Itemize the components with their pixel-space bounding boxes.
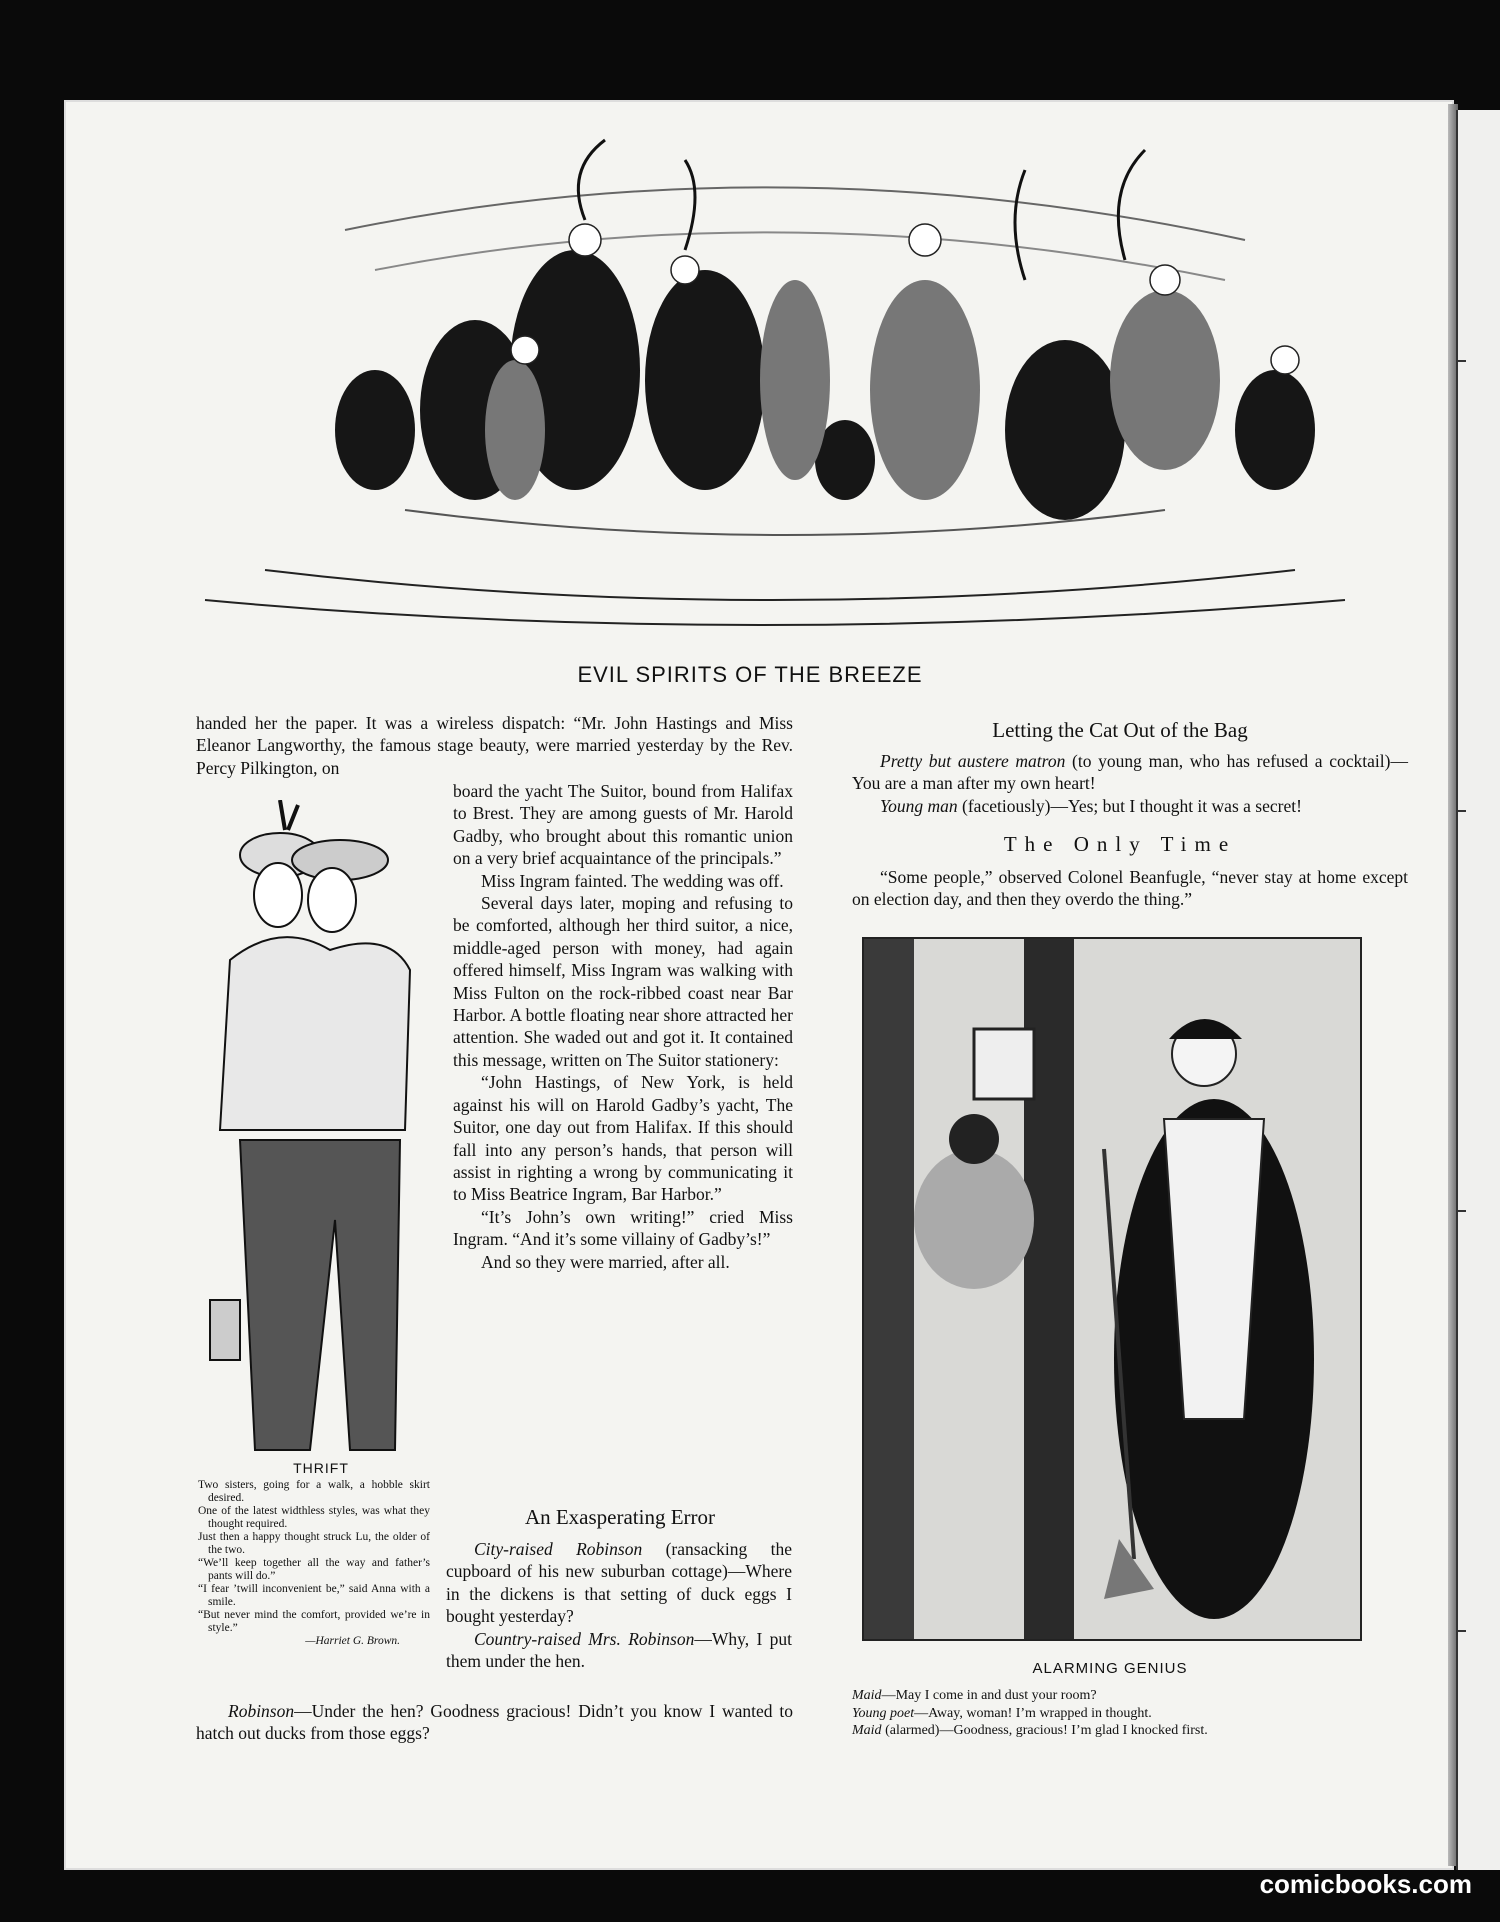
poem-line: “We’ll keep together all the way and father’s pants will do.” xyxy=(198,1557,430,1582)
dialogue-line: Maid—May I come in and dust your room? xyxy=(852,1688,1097,1703)
dialogue-line: Maid (alarmed)—Goodness, gracious! I’m glad I knocked first. xyxy=(852,1723,1208,1738)
thrift-illustration xyxy=(200,800,440,1455)
story-paragraph: “It’s John’s own writing!” cried Miss Ingram. “And it’s some villainy of Gadby’s!” xyxy=(453,1206,793,1250)
cat-paragraph: Young man (facetiously)—Yes; but I thought it was a secret! xyxy=(880,795,1302,816)
top-illustration-caption: EVIL SPIRITS OF THE BREEZE xyxy=(577,662,923,687)
story-paragraph: And so they were married, after all. xyxy=(481,1251,730,1272)
error-heading: An Exasperating Error xyxy=(524,1505,716,1529)
speaker: Young poet xyxy=(852,1705,915,1721)
error-paragraph: City-raised Robinson (ransacking the cupboard of his new suburban cottage)—Where in the dickens is that setting of duck eggs I bought yesterday? xyxy=(446,1539,792,1627)
error-tail xyxy=(196,1700,793,1745)
error-paragraph: Robinson—Under the hen? Goodness gracious! Didn’t you know I wanted to hatch out ducks from those eggs? xyxy=(196,1701,793,1744)
only-time-body xyxy=(852,866,1408,911)
cat-body xyxy=(852,750,1408,817)
alarming-genius-title: ALARMING GENIUS xyxy=(1032,1660,1188,1677)
thrift-poem xyxy=(198,1479,430,1648)
thrift-title: THRIFT xyxy=(293,1460,349,1476)
alarming-genius-dialogue xyxy=(852,1687,1372,1740)
poem-line: Two sisters, going for a walk, a hobble skirt desired. xyxy=(198,1479,430,1504)
poem-line: “I fear ’twill inconvenient be,” said Anna with a smile. xyxy=(198,1583,430,1608)
poem-line: Just then a happy thought struck Lu, the older of the two. xyxy=(198,1531,430,1556)
story-paragraph: “John Hastings, of New York, is held against his will on Harold Gadby’s yacht, The Suitor, one day out from Halifax. If this should fall into any person’s hands, that person will assist in righting a wrong by communicating it to Miss Beatrice Ingram, Bar Harbor.” xyxy=(453,1072,793,1205)
evil-spirits-illustration xyxy=(145,130,1415,660)
story-lead-text: handed her the paper. It was a wireless dispatch: “Mr. John Hastings and Miss Eleanor Langworthy, the famous stage beauty, were married yesterday by the Rev. Percy Pilkington, on xyxy=(196,713,793,778)
cat-paragraph: Pretty but austere matron (to young man, who has refused a cocktail)—You are a man after my own heart! xyxy=(852,751,1408,794)
adjacent-page-edge xyxy=(1456,110,1500,1870)
dialogue-line: Young poet—Away, woman! I’m wrapped in thought. xyxy=(852,1705,1152,1721)
story-lead xyxy=(196,712,793,779)
speaker: Pretty but austere matron xyxy=(880,751,1066,771)
speaker: Young man xyxy=(880,795,958,816)
poem-line: One of the latest widthless styles, was what they thought required. xyxy=(198,1505,430,1530)
cat-heading: Letting the Cat Out of the Bag xyxy=(992,718,1248,742)
story-paragraph: Miss Ingram fainted. The wedding was off. xyxy=(481,870,784,891)
story-column xyxy=(453,780,793,1273)
poem-line: “But never mind the comfort, provided we’re in style.” xyxy=(198,1609,430,1634)
alarming-genius-illustration xyxy=(862,937,1362,1641)
speaker: Maid xyxy=(852,1688,882,1703)
site-watermark: comicbooks.com xyxy=(1259,1869,1472,1899)
story-paragraph: Several days later, moping and refusing to be comforted, although her third suitor, a nice, middle-aged person with money, had again offered himself, Miss Ingram was walking with Miss Fulton on the rock-ribbed coast near Bar Harbor. A bottle floating near shore attracted her attention. She waded out and got it. It contained this message, written on The Suitor stationery: xyxy=(453,893,793,1070)
error-paragraph: Country-raised Mrs. Robinson—Why, I put them under the hen. xyxy=(446,1628,793,1672)
story-paragraph: board the yacht The Suitor, bound from Halifax to Brest. They are among guests of Mr. Harold Gadby, who brought about this romantic union on a very brief acquaintance of the principals.” xyxy=(453,781,793,869)
poem-credit: —Harriet G. Brown. xyxy=(305,1635,400,1647)
only-time-heading: The Only Time xyxy=(1003,832,1237,856)
speaker: Robinson xyxy=(228,1701,295,1721)
speaker: City-raised Robinson xyxy=(474,1539,643,1559)
only-time-paragraph: “Some people,” observed Colonel Beanfugle, “never stay at home except on election day, and then they overdo the thing.” xyxy=(852,867,1408,910)
speaker: Country-raised Mrs. Robinson xyxy=(474,1628,695,1649)
speaker: Maid xyxy=(852,1723,882,1738)
error-body xyxy=(446,1538,792,1672)
